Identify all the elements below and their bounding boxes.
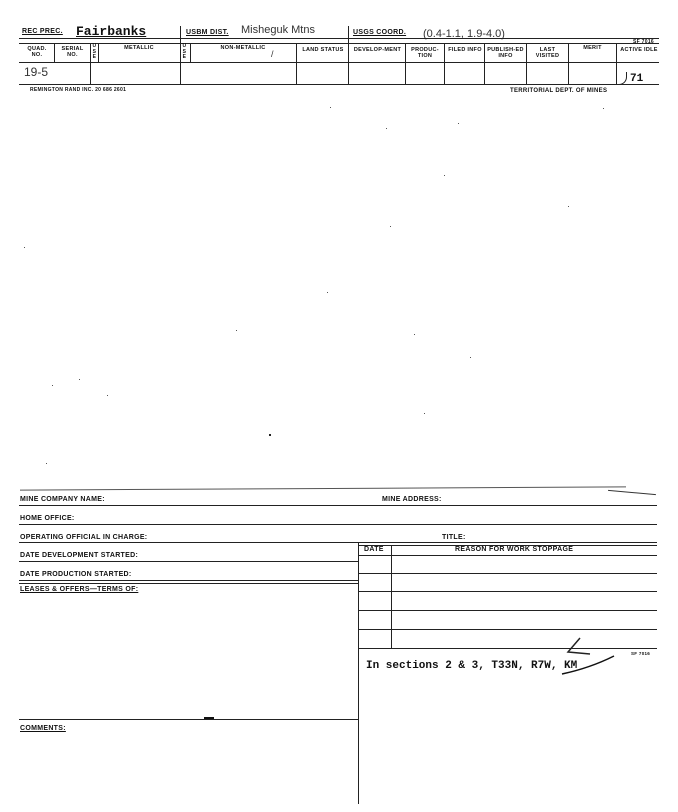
operating-official-label: OPERATING OFFICIAL IN CHARGE: (20, 534, 148, 541)
typed-location-note: In sections 2 & 3, T33N, R7W, KM (366, 660, 578, 672)
col-active-idle: ACTIVE IDLE (620, 47, 658, 53)
col-use-1: USE (92, 43, 97, 60)
footer-left: REMINGTON RAND INC. 20 686 2601 (30, 87, 127, 93)
home-office-label: HOME OFFICE: (20, 515, 75, 522)
col-line-use1b (98, 43, 99, 62)
col-line-land (296, 43, 297, 84)
footer-right: TERRITORIAL DEPT. OF MINES (510, 88, 608, 94)
col-line-dist (180, 26, 181, 84)
title-label: TITLE: (442, 534, 466, 541)
top-divider-1 (19, 38, 659, 39)
col-line-use2b (190, 43, 191, 62)
quad-no-value: 19-5 (24, 65, 49, 79)
date-col-header: DATE (364, 546, 384, 553)
col-line-coord (348, 26, 349, 84)
col-serial-no: SERIAL NO. (61, 46, 84, 58)
top-divider-3 (19, 62, 659, 63)
usgs-coord-value: (0.4-1.1, 1.9-4.0) (423, 28, 505, 40)
col-line-merit (568, 43, 569, 84)
col-non-metallic: NON-METALLIC (220, 45, 266, 51)
col-line-pub (484, 43, 485, 84)
date-production-started-label: DATE PRODUCTION STARTED: (20, 571, 132, 578)
col-production: PRODUC-TION (411, 47, 439, 59)
col-quad-no: QUAD. NO. (27, 46, 47, 58)
date-col-line (358, 542, 359, 804)
col-line-serial (54, 43, 55, 62)
top-divider-4 (19, 84, 659, 85)
usbm-dist-value: Misheguk Mtns (241, 24, 315, 36)
usgs-coord-label: USGS COORD. (353, 29, 407, 36)
comments-divider (19, 719, 358, 720)
form-code-bottom: SF 7016 (631, 651, 651, 656)
col-metallic: METALLIC (124, 45, 154, 51)
col-development: DEVELOP-MENT (353, 47, 402, 53)
col-line-prod (405, 43, 406, 84)
strike-stroke (560, 650, 620, 680)
form-code-top: SF 7016 (633, 39, 655, 45)
leases-offers-label: LEASES & OFFERS—TERMS OF: (20, 586, 139, 593)
col-line-last (526, 43, 527, 84)
col-line-use1 (90, 43, 91, 84)
col-filed-info: FILED INFO (448, 47, 482, 53)
col-line-active (616, 43, 617, 84)
reason-col-header: REASON FOR WORK STOPPAGE (455, 546, 574, 553)
top-divider-2 (19, 43, 659, 44)
date-development-started-label: DATE DEVELOPMENT STARTED: (20, 552, 139, 559)
comments-label: COMMENTS: (20, 725, 66, 732)
corner-stroke (608, 490, 656, 495)
bottom-top-line (20, 486, 626, 490)
col-line-filed (444, 43, 445, 84)
col-land-status: LAND STATUS (302, 47, 344, 53)
col-merit: MERIT (583, 45, 602, 51)
rec-prec-value: Fairbanks (76, 24, 147, 39)
non-metallic-mark: / (271, 49, 274, 59)
active-idle-value: 71 (630, 73, 644, 85)
mine-company-name-label: MINE COMPANY NAME: (20, 496, 105, 503)
mine-address-label: MINE ADDRESS: (382, 496, 442, 503)
usbm-dist-label: USBM DIST. (186, 29, 229, 36)
col-published-info: PUBLISH-ED INFO (487, 47, 524, 59)
col-last-visited: LAST VISITED (535, 47, 560, 59)
rec-prec-label: REC PREC. (22, 28, 63, 35)
col-use-2: USE (182, 43, 187, 60)
